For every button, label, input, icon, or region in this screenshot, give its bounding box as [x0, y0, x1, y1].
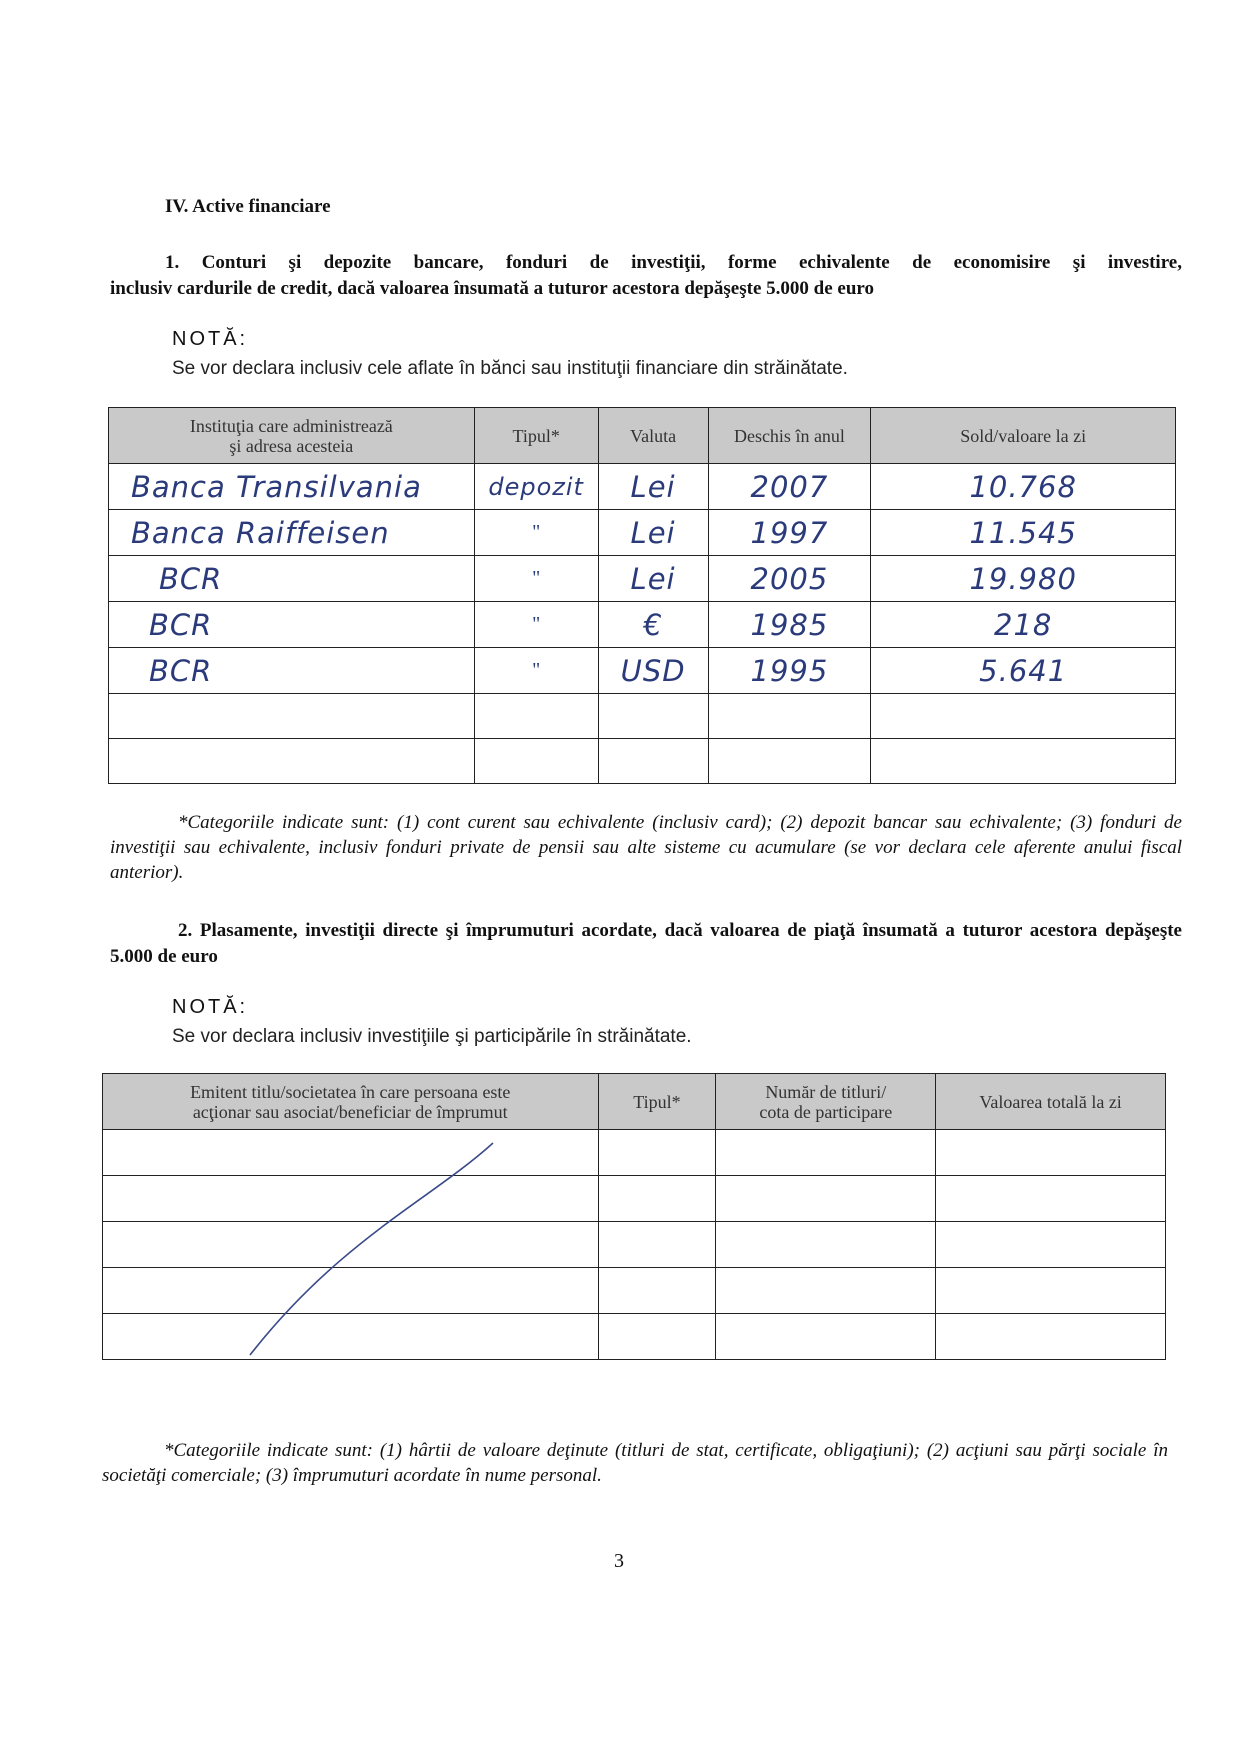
cell-empty: [109, 739, 475, 784]
cell-type: ": [474, 510, 598, 556]
part1-heading-line1: 1. Conturi şi depozite bancare, fonduri de investiţii, forme echivalente de economisire şi investire,: [165, 252, 1182, 273]
cell-institution: BCR: [109, 648, 475, 694]
header-institution: [109, 408, 475, 464]
cell-currency: Lei: [598, 510, 708, 556]
cell-empty: [936, 1222, 1166, 1268]
header-shares: [716, 1074, 936, 1130]
page-number: 3: [614, 1550, 624, 1572]
part2-note-label: NOTĂ:: [172, 996, 249, 1018]
cell-empty: [871, 694, 1176, 739]
cell-balance: 19.980: [871, 556, 1176, 602]
header-balance: Sold/valoare la zi: [871, 408, 1176, 464]
table-row: [109, 510, 1176, 556]
cell-empty: [708, 694, 871, 739]
header-total-value: Valoarea totală la zi: [936, 1074, 1166, 1130]
cell-empty: [716, 1222, 936, 1268]
cell-year: 1995: [708, 648, 871, 694]
cell-empty: [103, 1176, 599, 1222]
table-row: [109, 739, 1176, 784]
cell-empty: [103, 1268, 599, 1314]
cell-empty: [708, 739, 871, 784]
accounts-table: [108, 407, 1176, 784]
header-institution-line1: Instituţia care administrează: [189, 415, 393, 436]
section-title: IV. Active financiare: [165, 196, 331, 217]
header-issuer-line1: Emitent titlu/societatea în care persoana este: [190, 1081, 511, 1102]
cell-empty: [598, 1314, 716, 1360]
table-row: [109, 556, 1176, 602]
cell-balance: 11.545: [871, 510, 1176, 556]
header-institution-line2: şi adresa acesteia: [229, 435, 354, 456]
cell-empty: [598, 1176, 716, 1222]
investments-table: [102, 1073, 1166, 1360]
part2-heading: [110, 918, 1182, 970]
cell-empty: [474, 739, 598, 784]
cell-type: ": [474, 602, 598, 648]
header-type: Tipul*: [474, 408, 598, 464]
cell-currency: Lei: [598, 464, 708, 510]
cell-empty: [598, 1130, 716, 1176]
cell-empty: [474, 694, 598, 739]
cell-currency: €: [598, 602, 708, 648]
cell-empty: [109, 694, 475, 739]
header-currency: Valuta: [598, 408, 708, 464]
table-row: [103, 1268, 1166, 1314]
cell-empty: [716, 1314, 936, 1360]
table-row: [109, 464, 1176, 510]
investments-table-header: [103, 1074, 1166, 1130]
cell-empty: [936, 1176, 1166, 1222]
table-row: [109, 648, 1176, 694]
cell-empty: [936, 1130, 1166, 1176]
cell-institution: BCR: [109, 602, 475, 648]
header-opened-year: Deschis în anul: [708, 408, 871, 464]
part2-note-text: Se vor declara inclusiv investiţiile şi participările în străinătate.: [172, 1026, 692, 1047]
table-row: [103, 1176, 1166, 1222]
cell-empty: [936, 1314, 1166, 1360]
table-row: [109, 694, 1176, 739]
cell-currency: USD: [598, 648, 708, 694]
cell-balance: 5.641: [871, 648, 1176, 694]
part1-note-label: NOTĂ:: [172, 328, 249, 350]
cell-empty: [598, 739, 708, 784]
cell-balance: 218: [871, 602, 1176, 648]
cell-year: 1997: [708, 510, 871, 556]
cell-empty: [598, 1268, 716, 1314]
table-row: [109, 602, 1176, 648]
cell-balance: 10.768: [871, 464, 1176, 510]
table-row: [103, 1222, 1166, 1268]
cell-type: depozit: [474, 464, 598, 510]
cell-currency: Lei: [598, 556, 708, 602]
cell-empty: [103, 1222, 599, 1268]
cell-empty: [103, 1314, 599, 1360]
table-row: [103, 1130, 1166, 1176]
part1-footnote: *Categoriile indicate sunt: (1) cont curent sau echivalente (inclusiv card); (2) depozit bancar sau echivalente; (3) fonduri de investiţii sau echivalente, inclusiv fonduri private de pensii sau alte sisteme cu acumulare (se vor declara cele aferente anului fiscal anterior).: [110, 812, 1182, 883]
part1-note-text: Se vor declara inclusiv cele aflate în bănci sau instituţii financiare din străinătate.: [172, 358, 848, 379]
accounts-table-header: [109, 408, 1176, 464]
part2-heading-text: 2. Plasamente, investiţii directe şi împrumuturi acordate, dacă valoarea de piaţă însumată a tuturor acestora depăşeşte 5.000 de euro: [110, 920, 1182, 967]
cell-year: 2007: [708, 464, 871, 510]
cell-type: ": [474, 556, 598, 602]
table-row: [103, 1314, 1166, 1360]
cell-year: 1985: [708, 602, 871, 648]
cell-type: ": [474, 648, 598, 694]
cell-empty: [103, 1130, 599, 1176]
cell-empty: [716, 1176, 936, 1222]
cell-empty: [598, 1222, 716, 1268]
part2-footnote: *Categoriile indicate sunt: (1) hârtii de valoare deţinute (titluri de stat, certificate, obligaţiuni); (2) acţiuni sau părţi sociale în societăţi comerciale; (3) împrumuturi acordate în nume personal.: [102, 1440, 1168, 1486]
cell-year: 2005: [708, 556, 871, 602]
cell-empty: [716, 1130, 936, 1176]
cell-institution: BCR: [109, 556, 475, 602]
header-shares-line1: Număr de titluri/: [765, 1081, 887, 1102]
header-shares-line2: cota de participare: [759, 1101, 893, 1122]
header-issuer: [103, 1074, 599, 1130]
part1-heading: [110, 250, 1182, 302]
cell-empty: [936, 1268, 1166, 1314]
cell-institution: Banca Transilvania: [109, 464, 475, 510]
cell-institution: Banca Raiffeisen: [109, 510, 475, 556]
header-issuer-line2: acţionar sau asociat/beneficiar de împrumut: [192, 1101, 508, 1122]
cell-empty: [716, 1268, 936, 1314]
cell-empty: [871, 739, 1176, 784]
header-type: Tipul*: [598, 1074, 716, 1130]
cell-empty: [598, 694, 708, 739]
part1-heading-line2: inclusiv cardurile de credit, dacă valoarea însumată a tuturor acestora depăşeşte 5.000 de euro: [110, 278, 874, 299]
